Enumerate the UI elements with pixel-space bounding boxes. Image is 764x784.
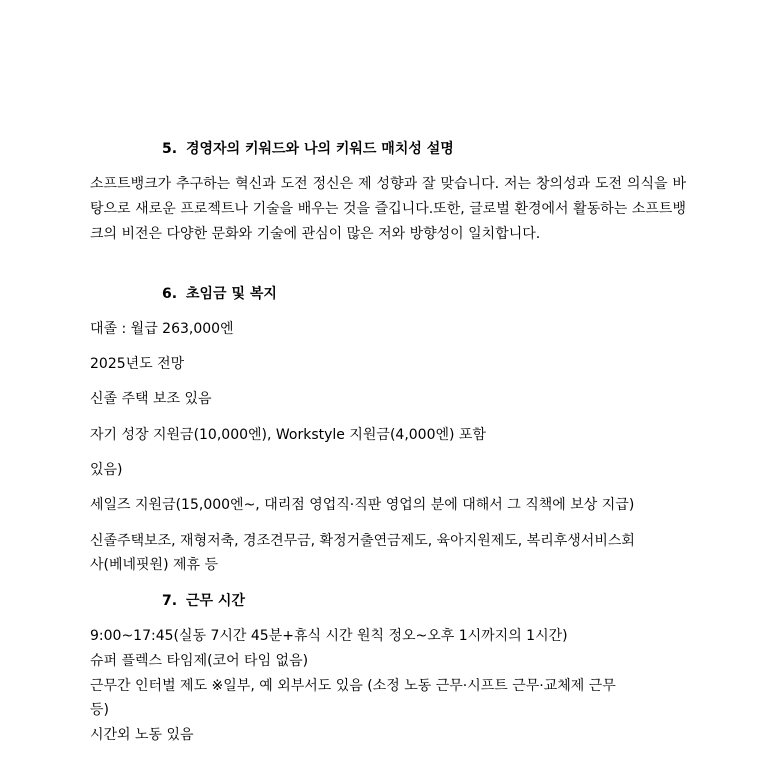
section-5-number: 5. [162, 141, 178, 157]
work-hours-line: 9:00~17:45(실동 7시간 45분+휴식 시간 원칙 정오~오후 1시까지의 1시간) [90, 628, 568, 644]
benefits-line: 신졸주택보조, 재형저축, 경조견무금, 확정거출연금제도, 육아지원제도, 복리후생서비스회 [90, 533, 635, 549]
section-6-heading [162, 284, 277, 304]
interval-line-cont: 등) [90, 702, 109, 718]
housing-subsidy-line: 신졸 주택 보조 있음 [90, 391, 212, 407]
salary-line: 대졸 : 월급 263,000엔 [90, 321, 234, 337]
section-7-number: 7. [162, 593, 178, 609]
sales-support-line: 세일즈 지원금(15,000엔~, 대리점 영업직·직판 영업의 분에 대해서 그 직책에 보상 지급) [90, 497, 635, 513]
overtime-line: 시간외 노동 있음 [90, 727, 194, 743]
growth-support-line: 자기 성장 지원금(10,000엔), Workstyle 지원금(4,000엔) 포함 [90, 427, 486, 443]
section-7-title: 근무 시간 [186, 593, 245, 609]
flex-time-line: 슈퍼 플렉스 타임제(코어 타임 없음) [90, 653, 309, 669]
section-6-number: 6. [162, 286, 178, 302]
outlook-line: 2025년도 전망 [90, 356, 185, 372]
benefits-line-cont: 사(베네핏원) 제휴 등 [90, 557, 219, 573]
section-7-heading [162, 591, 245, 611]
included-note-line: 있음) [90, 462, 123, 478]
section-5-title: 경영자의 키워드와 나의 키워드 매치성 설명 [186, 141, 454, 157]
section-6-title: 초임금 및 복지 [186, 286, 277, 302]
section-5-body: 소프트뱅크가 추구하는 혁신과 도전 정신은 제 성향과 잘 맞습니다. 저는 창의성과 도전 의식을 바탕으로 새로운 프로젝트나 기술을 배우는 것을 즐깁니다.또한, 글로벌 환경에서 활동하는 소프트뱅크의 비전은 다양한 문화와 기술에 관심이 많은 저와 방향성이 일치합니다. [90, 176, 686, 242]
section-5-heading [162, 139, 454, 159]
interval-line: 근무간 인터벌 제도 ※일부, 예 외부서도 있음 (소정 노동 근무·시프트 근무·교체제 근무 [90, 678, 616, 694]
